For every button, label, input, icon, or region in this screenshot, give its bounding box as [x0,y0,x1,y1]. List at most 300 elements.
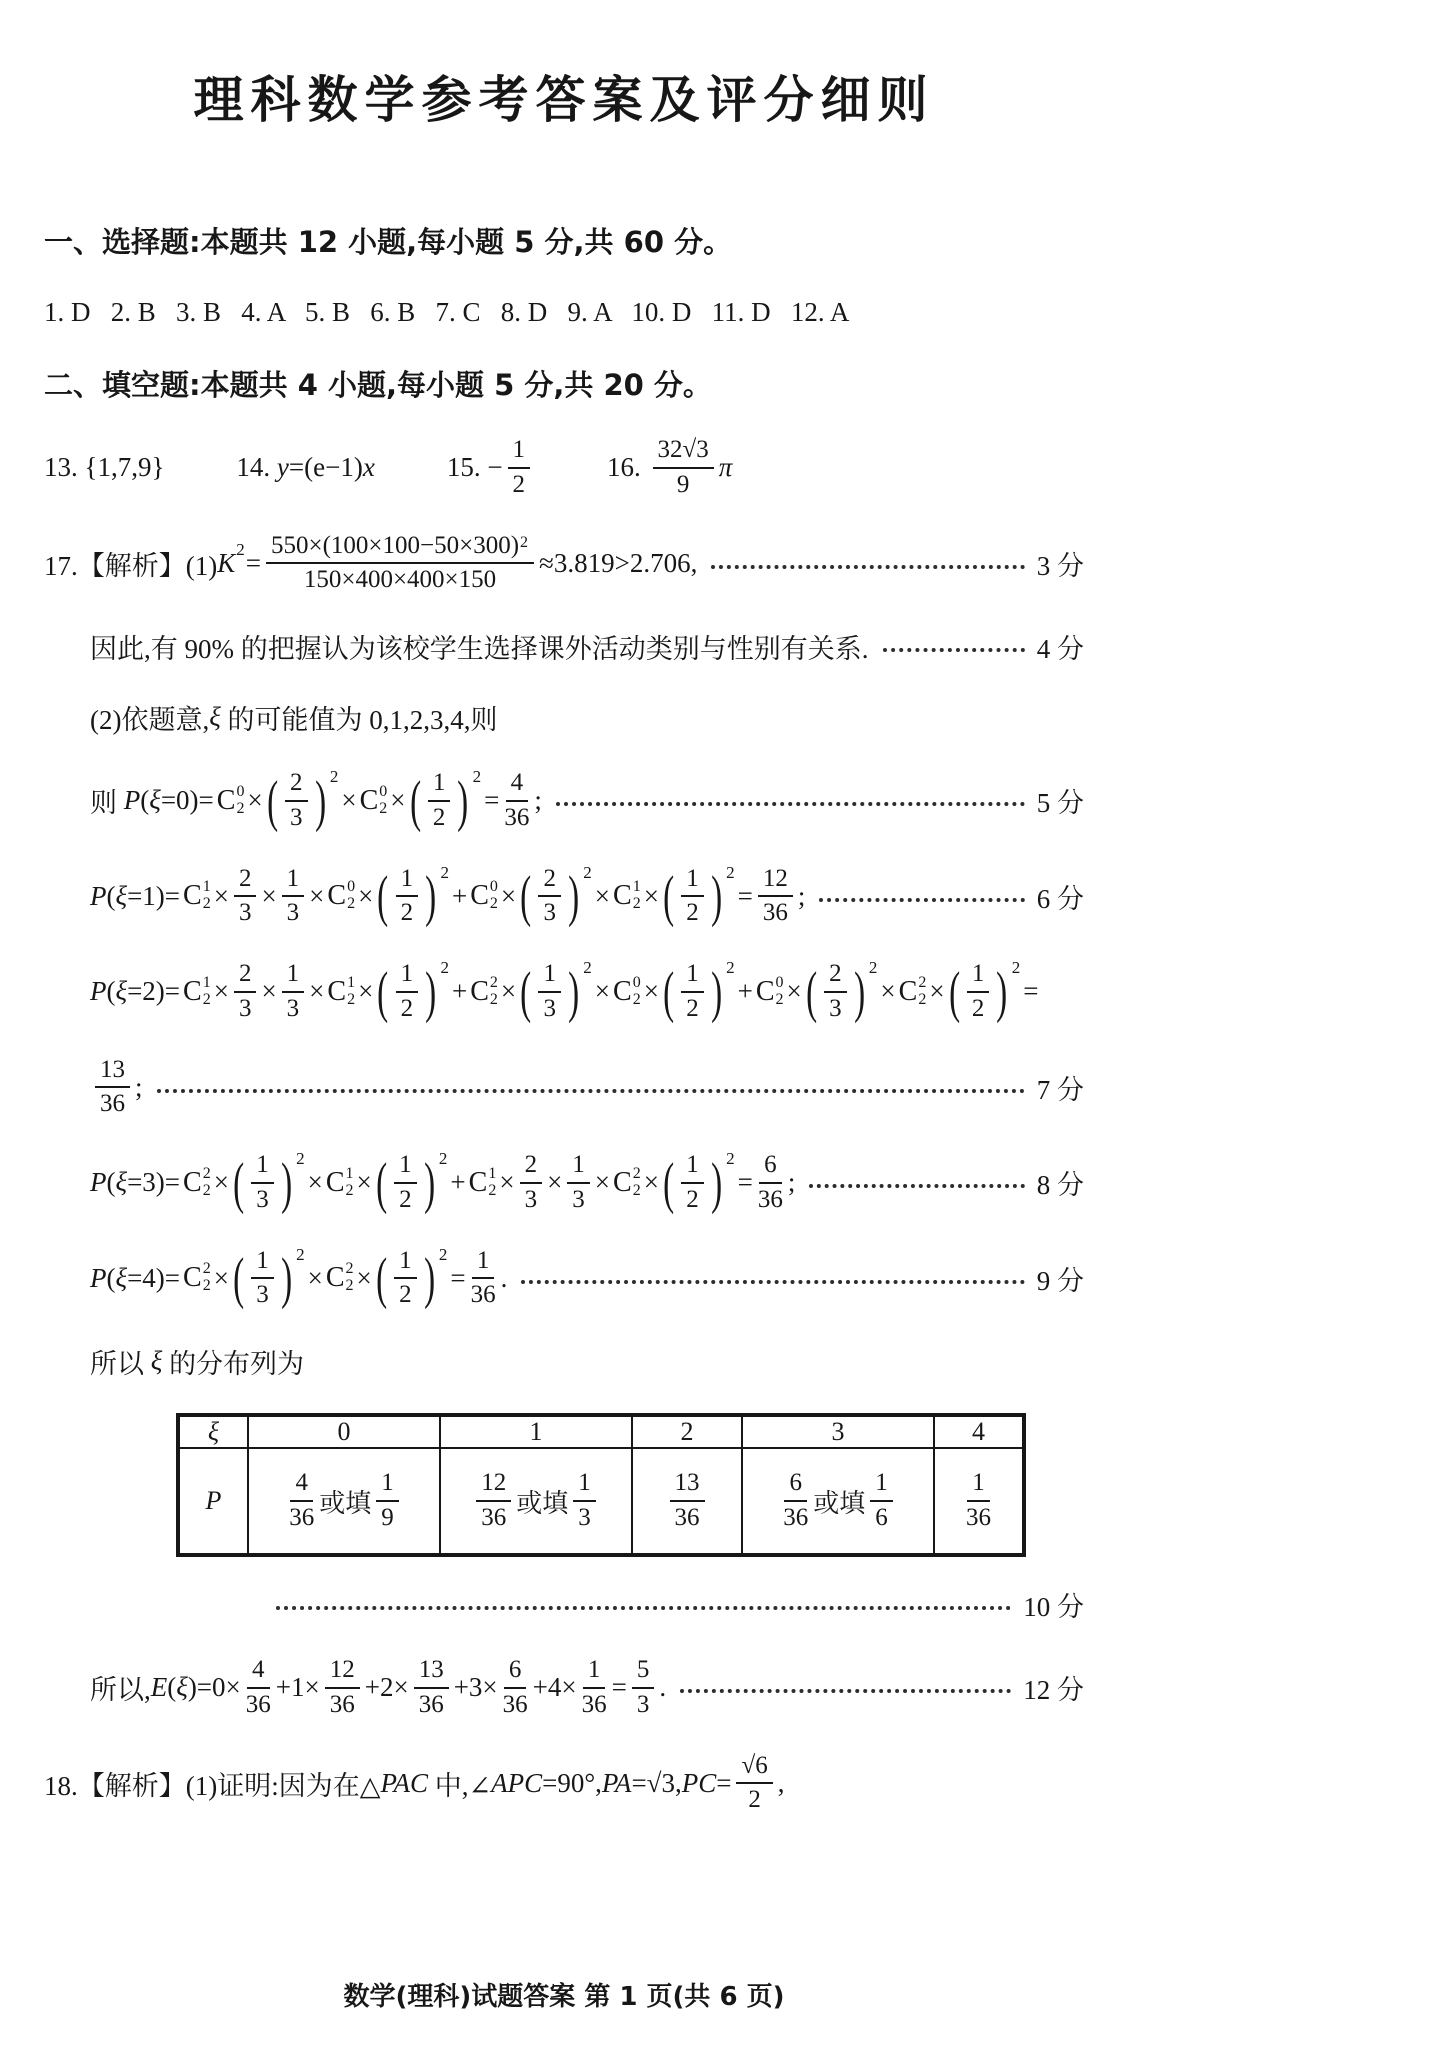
denominator: 36 [100,1090,125,1118]
numerator: 1 [967,960,990,993]
text: × [786,976,802,1007]
numerator: 1 [967,1469,990,1502]
combination-symbol [183,1261,211,1295]
open-paren-icon: ( [377,863,389,928]
text: × [309,976,325,1007]
comb-subscript: 2 [489,895,498,913]
comb-base: C [898,975,918,1007]
text: × [500,976,517,1007]
table-cell [742,1448,934,1555]
q17-part2-intro [90,698,1084,737]
cell-content [641,1417,733,1447]
numerator: 1 [583,1656,606,1689]
comb-base: C [325,1262,345,1294]
numerator: 1 [870,1469,893,1502]
cell-content [188,1486,239,1516]
text: = [1023,976,1039,1007]
fraction [282,960,305,1024]
math-variable: x [362,452,375,483]
open-paren-icon: ( [663,1150,675,1214]
comb-scripts [379,784,387,818]
math-variable: PA [601,1767,632,1798]
text: × [594,1167,611,1198]
fraction [95,1056,130,1120]
denominator: 6 [875,1504,888,1531]
table-cell [742,1415,934,1448]
combination-symbol [469,1166,497,1200]
open-paren-icon: ( [233,1150,245,1214]
denominator: 3 [256,1185,269,1213]
close-paren-icon: ) [423,1150,435,1214]
text: 的可能值为 0,1,2,3,4,则 [220,705,498,735]
comb-scripts [203,879,211,913]
text: × [594,880,611,911]
denominator: 36 [674,1504,700,1531]
text: ≈3.819>2.706, [539,547,698,578]
fraction [967,960,990,1024]
open-paren-icon: ( [375,1150,387,1214]
numerator: 32√3 [653,436,714,469]
text: × [929,976,945,1007]
comb-superscript: 0 [347,878,356,896]
math-variable: y [276,452,289,483]
math-variable: ξ [176,1672,188,1703]
close-paren-icon: ) [996,959,1008,1023]
score-label: 7 分 [1036,1074,1084,1105]
denominator: 3 [524,1185,538,1213]
comb-subscript: 2 [632,990,641,1008]
fraction [966,1469,991,1533]
text: 18.【解析】(1)证明:因为在△ [44,1770,381,1801]
denominator: 3 [286,899,300,927]
text: +1× [275,1672,320,1703]
comb-superscript: 0 [236,782,245,800]
comb-base: C [216,784,236,816]
parenthesized-fraction [265,769,340,833]
numerator: 6 [784,1469,807,1502]
score-label: 10 分 [1023,1592,1084,1622]
open-paren-icon: ( [375,1245,387,1310]
dotted-leader [276,1605,1011,1610]
fraction [632,1656,655,1720]
comb-scripts [490,975,498,1009]
text: =90°, [542,1767,602,1798]
numerator: 2 [538,865,561,898]
text: =0)= [160,785,214,816]
spacer [164,467,236,468]
exponent: 2 [583,958,592,977]
close-paren-icon: ) [457,768,469,832]
blank-answers-line [44,436,1084,500]
exponent: 2 [726,958,735,977]
numerator: 1 [681,865,704,898]
math-variable: K [217,547,236,578]
comb-subscript: 2 [489,990,498,1008]
close-paren-icon: ) [280,1245,292,1310]
q17-p-xi-4 [90,1244,1084,1311]
text: 或填 [813,1488,866,1518]
denominator: 36 [783,1504,809,1531]
comb-scripts [203,975,211,1009]
exponent: 2 [726,862,735,882]
comb-subscript: 2 [202,1181,211,1199]
text: × [213,880,229,911]
numerator: 2 [234,865,257,898]
exponent: 2 [329,767,339,786]
text: 15. − [446,452,503,483]
numerator: 1 [394,1151,417,1184]
fraction [471,1247,496,1311]
cell-content [449,1417,623,1447]
math-variable: E [150,1672,168,1703]
parenthesized-fraction [518,862,593,929]
denominator: 2 [748,1786,761,1814]
comb-superscript: 2 [202,1164,211,1182]
math-variable: PAC [380,1767,429,1798]
math-variable: PC [681,1767,717,1798]
text: ( [167,1672,177,1703]
denominator: 2 [512,470,526,498]
combination-symbol [183,879,211,913]
numerator: 13 [670,1469,705,1502]
text: 则 [90,788,124,819]
table-cell [248,1415,440,1448]
math-variable: ξ [115,880,128,911]
denominator: 36 [418,1690,444,1718]
numerator: 4 [506,769,529,802]
comb-superscript: 0 [632,973,641,991]
score-label: 12 分 [1023,1675,1084,1706]
exponent: 2 [438,1149,448,1168]
dotted-leader [157,1088,1025,1093]
text: (2)依题意, [90,705,210,735]
denominator: 36 [762,899,788,927]
comb-subscript: 2 [379,799,388,817]
text: × [390,785,406,816]
parenthesized-fraction [408,769,483,833]
spacer [375,467,447,468]
formula [90,627,869,666]
table-cell [632,1415,742,1448]
comb-base: C [755,975,775,1007]
text: =√3, [631,1767,682,1798]
comb-scripts [236,784,244,818]
comb-scripts [203,1166,211,1200]
combination-symbol [183,975,211,1009]
denominator: 2 [686,1185,699,1213]
text: = [611,1672,627,1703]
parenthesized-fraction [947,960,1022,1024]
close-paren-icon: ) [853,959,865,1023]
close-paren-icon: ) [314,768,326,832]
open-paren-icon: ( [409,768,421,832]
comb-subscript: 2 [236,799,245,817]
combination-symbol [326,1261,354,1295]
numerator: 13 [414,1656,449,1689]
cell-content [257,1469,431,1533]
numerator: 6 [504,1656,527,1689]
open-paren-icon: ( [266,768,278,832]
dotted-leader [883,647,1025,652]
comb-superscript: 2 [345,1260,354,1278]
comb-base: C [470,880,489,912]
text: ( [106,1167,116,1198]
numerator: 2 [234,960,257,993]
open-paren-icon: ( [663,863,675,928]
numerator: 1 [681,960,704,993]
comb-scripts [918,975,926,1009]
comb-scripts [346,1261,354,1295]
text: ( [106,1262,116,1293]
denominator: 36 [289,1504,315,1531]
comb-superscript: 1 [632,878,641,896]
text: × [356,1262,372,1293]
denominator: 3 [578,1504,591,1531]
text: 所以, [90,1675,151,1706]
fraction [394,1151,417,1215]
numerator: 4 [247,1656,270,1689]
close-paren-icon: ) [710,863,722,928]
combination-symbol [756,975,784,1009]
text: ( [106,880,116,911]
numerator: 1 [508,436,531,469]
denominator: 36 [481,1504,507,1531]
text: × [213,1167,229,1198]
comb-subscript: 2 [202,990,211,1008]
math-variable: ξ [115,1262,128,1293]
cell-content [751,1417,925,1447]
close-paren-icon: ) [568,959,580,1023]
combination-symbol [327,975,355,1009]
fraction [376,1469,399,1533]
combination-symbol [327,879,355,913]
comb-superscript: 1 [347,973,356,991]
fraction [234,865,257,929]
comb-subscript: 2 [347,990,356,1008]
parenthesized-fraction [661,862,736,929]
formula [44,532,697,596]
comb-base: C [183,880,202,912]
text: = [716,1767,732,1798]
close-paren-icon: ) [568,863,580,928]
formula [90,1151,795,1215]
comb-base: C [470,975,489,1007]
text: )= [187,1672,213,1703]
combination-symbol [183,1166,211,1200]
denominator: 2 [686,994,699,1022]
text: 中,∠ [428,1770,492,1801]
denominator: 9 [676,470,690,498]
open-paren-icon: ( [520,959,532,1023]
comb-scripts [776,975,784,1009]
formula [44,297,849,328]
parenthesized-fraction [375,862,450,929]
comb-scripts [490,879,498,913]
text: × [643,880,659,911]
text: 或填 [516,1488,569,1518]
table-cell [632,1448,742,1555]
superscript: 2 [520,533,529,551]
math-variable: P [90,976,107,1007]
math-variable: P [90,880,107,911]
exponent: 2 [1011,958,1021,977]
comb-scripts [347,879,355,913]
superscript: 2 [236,540,245,560]
comb-scripts [488,1166,496,1200]
formula [44,1752,784,1816]
denominator: 3 [572,1185,585,1213]
fraction [289,1469,314,1533]
math-variable: ξ [207,1417,220,1446]
text: =3)= [127,1167,181,1198]
choice-answers-line [44,293,1084,331]
q17-solution-line-1 [44,532,1084,596]
combination-symbol [899,975,927,1009]
close-paren-icon: ) [423,1245,435,1310]
math-variable: P [90,1167,107,1198]
denominator: 2 [399,1281,412,1309]
text: × [594,976,611,1007]
denominator: 3 [256,1281,269,1309]
open-paren-icon: ( [377,959,389,1023]
formula [90,1656,666,1720]
text: +2× [364,1672,409,1703]
text: ; [534,785,542,816]
math-variable: ξ [115,1167,128,1198]
numerator: 1 [376,1469,399,1502]
distribution-table [176,1413,1026,1557]
q17-distribution-intro [90,1342,1084,1381]
combination-symbol [613,975,641,1009]
comb-base: C [613,975,632,1007]
text: =2)= [127,976,181,1007]
text: 的分布列为 [162,1349,305,1379]
comb-superscript: 1 [202,878,211,896]
text: ; [797,880,806,911]
fraction [758,865,793,929]
numerator: 1 [282,865,305,898]
q17-p-xi-1 [90,862,1084,929]
numerator: 1 [428,769,451,802]
dotted-leader [556,801,1025,806]
text: =4)= [127,1262,181,1293]
text: × [500,880,517,911]
parenthesized-fraction [661,1151,736,1215]
close-paren-icon: ) [425,959,437,1023]
comb-superscript: 2 [918,973,927,991]
comb-superscript: 1 [488,1164,497,1182]
text: 1. D 2. B 3. B 4. A 5. B 6. B 7. C 8. D 9. A 10. D 11. D 12. A [44,296,850,327]
fraction [414,1656,449,1720]
text: ; [787,1167,796,1198]
fraction [266,532,534,596]
page-title: 理科数学参考答案及评分细则 [193,71,935,129]
fraction [476,1469,511,1533]
text: 17.【解析】(1) [44,550,218,581]
parenthesized-fraction [231,1244,306,1311]
q17-expectation-line [90,1656,1084,1720]
comb-base: C [183,975,202,1007]
exponent: 2 [472,767,482,786]
dotted-leader [521,1279,1024,1284]
exponent: 2 [440,862,449,882]
math-variable: P [90,1262,107,1293]
fraction [824,960,847,1024]
fraction [582,1656,607,1720]
denominator: 3 [238,994,252,1022]
q17-p-xi-2 [90,960,1084,1024]
math-variable: π [718,452,733,483]
close-paren-icon: ) [425,863,437,928]
text: 1 [529,1417,543,1446]
numerator: 2 [285,769,308,802]
comb-scripts [633,975,641,1009]
text: 14. [236,452,277,483]
table-cell [934,1448,1024,1555]
exponent: 2 [726,1149,735,1168]
text: 550×(100×100−50×300) [270,531,520,559]
combination-symbol [326,1166,354,1200]
text: × [880,976,896,1007]
fraction [736,1752,772,1816]
exponent: 2 [868,958,878,977]
denominator: 3 [543,994,556,1022]
text: 或填 [319,1488,372,1518]
text: +4× [532,1672,577,1703]
open-paren-icon: ( [233,1245,245,1310]
comb-subscript: 2 [632,895,641,913]
fraction [653,436,714,500]
fraction [325,1656,360,1720]
numerator: 1 [251,1247,274,1280]
close-paren-icon: ) [710,1150,722,1214]
text: × [261,880,277,911]
numerator: 1 [282,960,305,993]
fraction [396,960,419,1024]
numerator: 1 [681,1151,704,1184]
denominator: 3 [829,994,842,1022]
parenthesized-fraction [375,960,450,1024]
comb-subscript: 2 [775,990,784,1008]
denominator: 2 [400,994,414,1022]
fraction [282,865,305,929]
denominator: 3 [286,994,300,1022]
q17-score-10-line [90,1585,1084,1624]
table-cell [440,1448,632,1555]
comb-superscript: 2 [489,973,498,991]
numerator: 6 [759,1151,782,1184]
formula [90,1342,304,1381]
parenthesized-fraction [661,960,736,1024]
text: × [643,976,659,1007]
fraction [251,1151,274,1215]
table-cell [440,1415,632,1448]
combination-symbol [613,1166,641,1200]
xi-row [178,1415,1024,1448]
exponent: 2 [583,862,592,882]
numerator: 2 [520,1151,543,1184]
combination-symbol [613,879,641,913]
exponent: 2 [438,1244,448,1264]
comb-base: C [327,880,347,912]
math-variable: P [205,1486,222,1515]
text: + [451,880,468,911]
text: × [341,785,357,816]
denominator: 36 [502,1690,528,1718]
cell-content [449,1469,623,1533]
text: 3 [831,1417,845,1446]
comb-base: C [359,784,379,816]
